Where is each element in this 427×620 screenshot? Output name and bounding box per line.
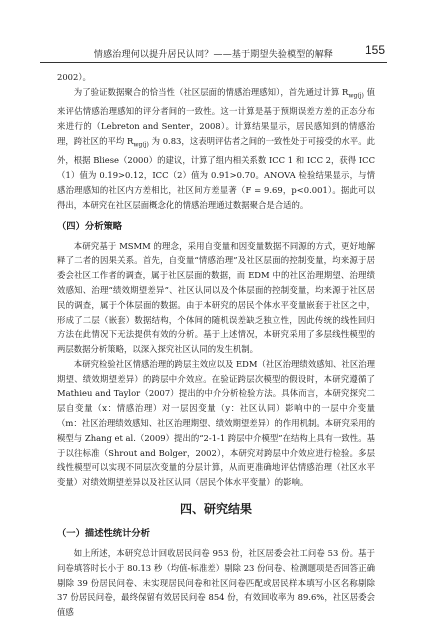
body-text xyxy=(57,70,375,620)
paragraph-data-aggregation xyxy=(57,85,375,213)
paragraph-continuation: 2002）。 xyxy=(57,72,91,82)
subsection-heading-descriptive-statistics: （一）描述性统计分析 xyxy=(57,528,150,540)
paragraph-text: 为了验证数据聚合的恰当性（社区层面的情感治理感知），首先通过计算 R xyxy=(73,86,349,97)
section-heading-results: 四、研究结果 xyxy=(179,502,252,517)
subscript: wg(j) xyxy=(133,141,149,149)
subsection-heading-analysis-strategy: （四）分析策略 xyxy=(57,220,123,232)
paragraph-analysis-strategy: 本研究基于 MSMM 的理念，采用自变量和因变量数据不同源的方式，更好地解释了二者的因果关系。首先，自变量“情感治理”及社区层面的控制变量，均来源于居委会社区工作者的调查，属于社区层面的数据，而 EDM 中的社区治理期望、治理绩效感知、治理“绩效期望差异”、社区认同以及个体层面的控制变量，均来源于社区居民的调查，属于个体层面的数据。由于本研究的居民个体水平变量嵌套于社区之中，形成了二层（嵌套）数据结构，个体间的随机误差缺乏独立性，因此传统的线性回归方法在此情况下无法提供有效的分析。基于上述情况，本研究采用了多层线性模型的两层数据分析策略，以深入探究社区认同的发生机制。 xyxy=(57,240,375,355)
paragraph-mediation-test: 本研究检验社区情感治理的跨层主效应以及 EDM（社区治理绩效感知、社区治理期望、绩效期望差异）的跨层中介效应。在验证跨层次模型的假设时，本研究遵循了 Mathieu and Taylor（2007）提出的中介分析检验方法。具体而言，本研究探究二层自变量（x：情感治理）对一层因变量（y：社区认同）影响中的一层中介变量（m：社区治理绩效感知、社区治理期望、绩效期望差异）的作用机制。本研究采用的模型与 Zhang et al.（2009）提出的“2-1-1 跨层中介模型”在结构上具有一致性。基于以往标准（Shrout and Bolger，2002），本研究对跨层中介效应进行检验。多层线性模型可以实现不同层次变量的分层计算，从而更准确地评估情感治理（社区水平变量）对绩效期望差异以及社区认同（居民个体水平变量）的影响。 xyxy=(57,358,375,488)
page-number: 155 xyxy=(364,43,385,57)
running-header-title: 情感治理何以提升居民认同？——基于期望失验模型的解释 xyxy=(93,50,334,60)
paragraph-text: 为 0.83，这表明评估者之间的一致性处于可接受的水平。此外，根据 Bliese（2000）的建议，计算了组内相关系数 ICC 1 和 ICC 2，获得 ICC（1）值为 0.19>0.12，ICC（2）值为 0.91>0.70。ANOVA 检验结果显示，与情感治理感知的社区内方差相比，社区间方差显著（F = 9.69，p<0.001）。据此可以得出，本研究在社区层面概念化的情感治理通过数据聚合是合适的。 xyxy=(57,135,375,210)
paragraph-descriptive-statistics: 如上所述，本研究总计回收居民问卷 953 份，社区居委会社工问卷 53 份。基于问卷填答时长小于 80.13 秒（均值-标准差）剔除 23 份问卷、检测题项是否回答正确剔除 39 份居民问卷、未实现居民问卷和社区问卷匹配或居民样本填写小区名称剔除 37 份居民问卷，最终保留有效居民问卷 854 份，有效回收率为 89.6%，社区居委会值感 xyxy=(57,548,375,618)
running-header xyxy=(0,0,427,66)
header-rule xyxy=(40,62,387,63)
paragraph-text: 值来评估情感治理感知的评分者间的一致性。这一计算是基于预期误差方差的正态分布来进行的（Lebreton and Senter，2008）。计算结果显示，居民感知到的情感治理，跨社区的平均 R xyxy=(57,86,375,146)
subscript: wg(j) xyxy=(348,92,364,100)
